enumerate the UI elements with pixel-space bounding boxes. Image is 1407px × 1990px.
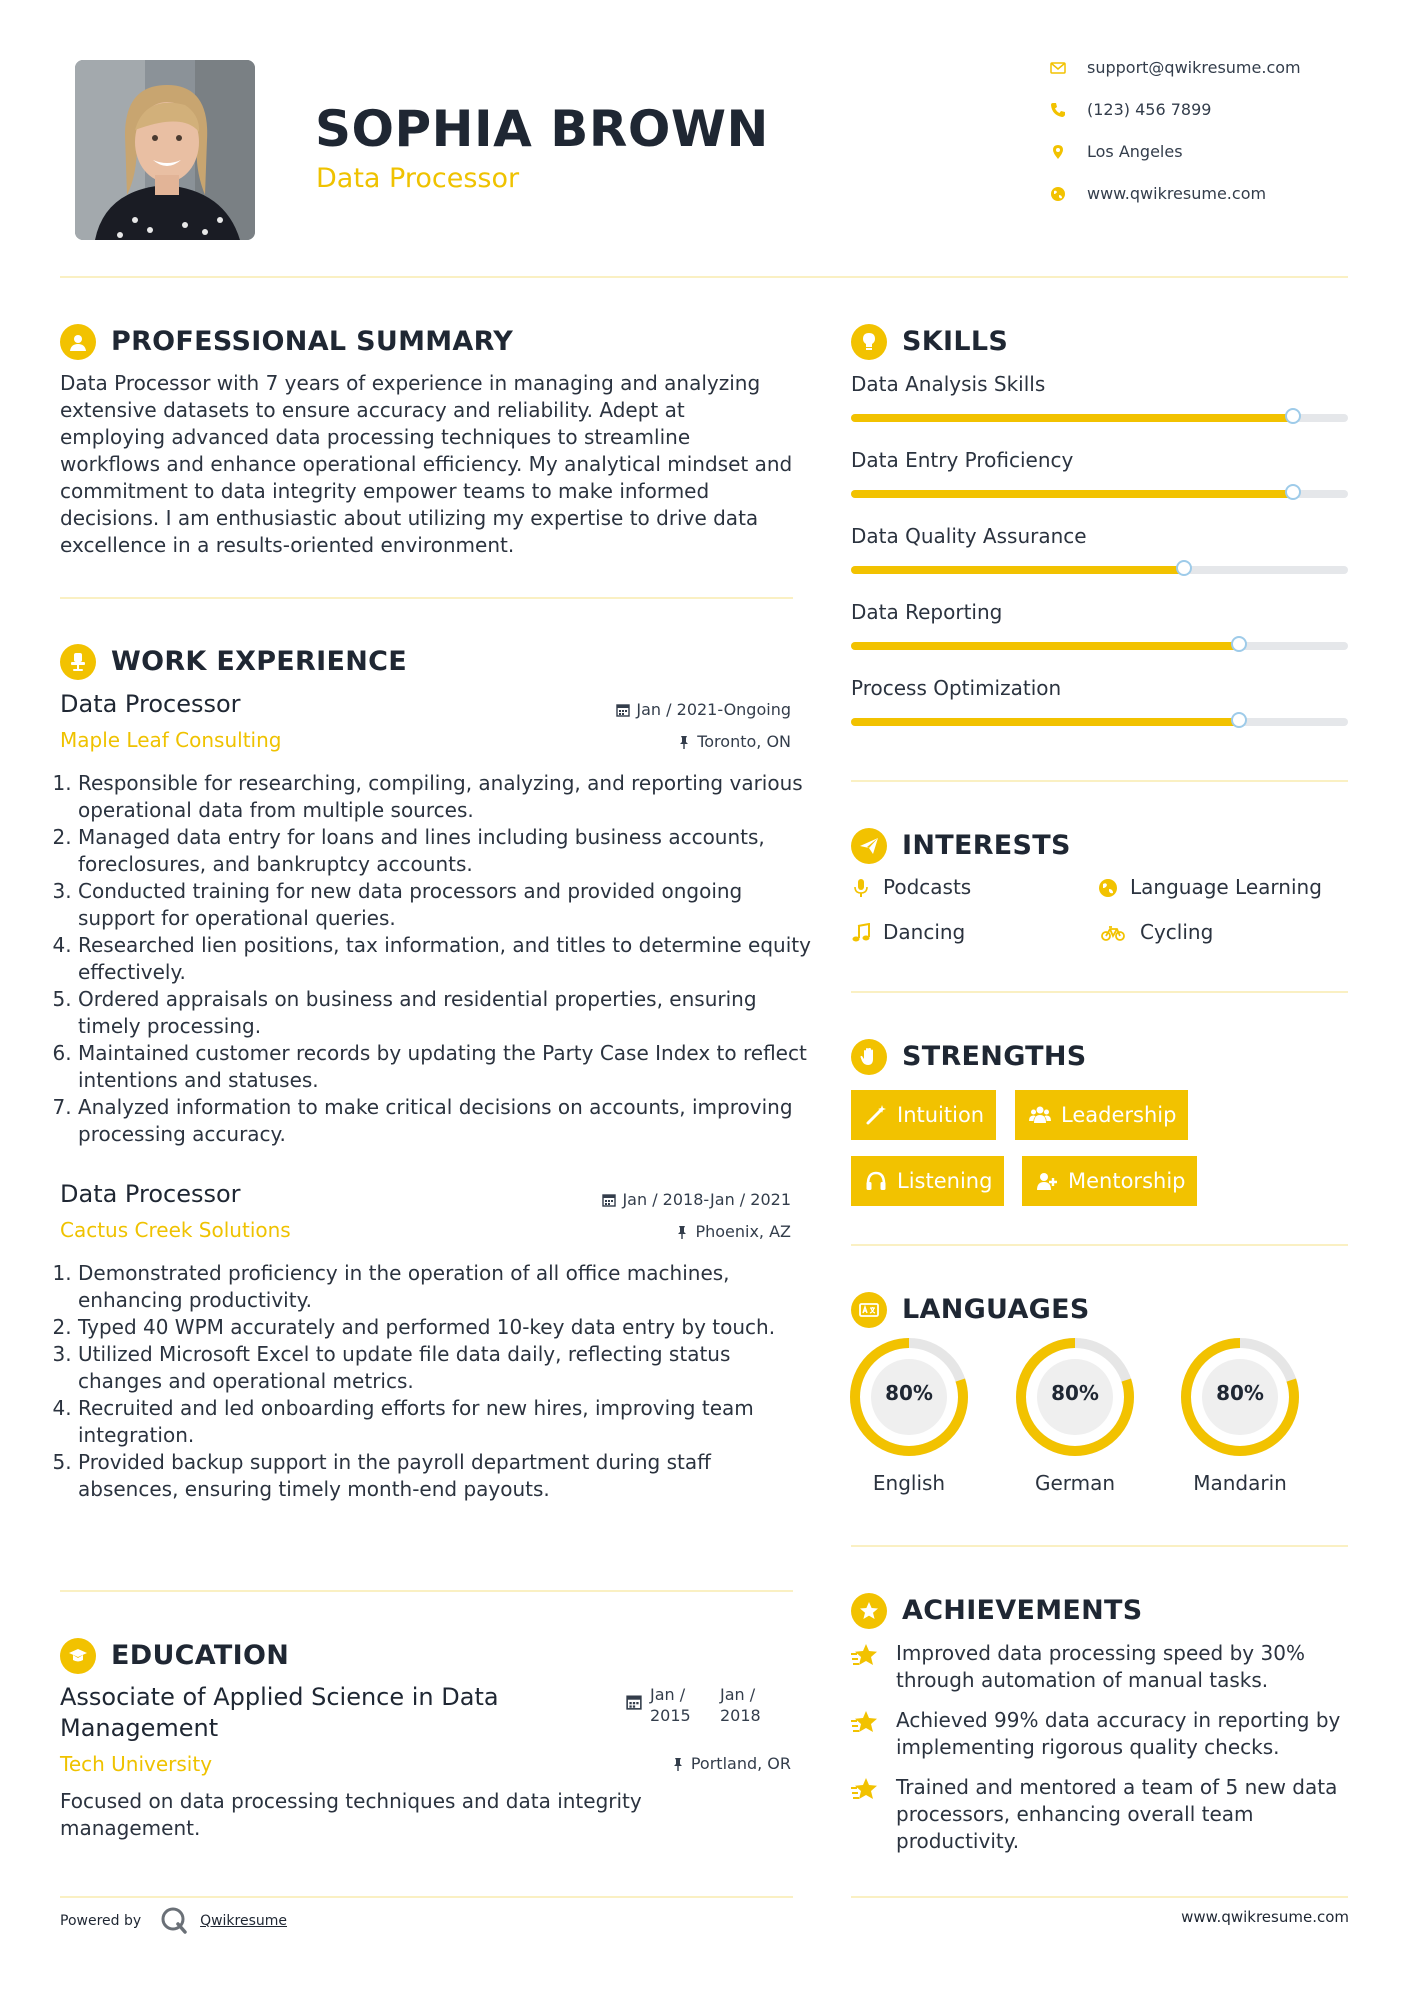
users-icon — [1029, 1104, 1051, 1126]
pushpin-icon — [675, 1225, 689, 1239]
language-ring — [1178, 1335, 1302, 1459]
achievement-item — [851, 1707, 1351, 1761]
job-2-location-text: Phoenix, AZ — [695, 1222, 791, 1241]
footer-divider-right — [851, 1896, 1348, 1898]
strength-label: Leadership — [1061, 1103, 1177, 1127]
languages-divider — [851, 1545, 1348, 1547]
list-item: 1. Responsible for researching, compiling, analyzing, and reporting various operational data from multiple sources. — [78, 770, 813, 824]
summary-title: PROFESSIONAL SUMMARY — [111, 326, 514, 357]
list-item: 4. Researched lien positions, tax information, and titles to determine equity effectively. — [78, 932, 813, 986]
job-1-company: Maple Leaf Consulting — [60, 728, 282, 752]
skill-bar-fill — [851, 414, 1293, 422]
strengths-divider — [851, 1244, 1348, 1246]
skills-divider — [851, 780, 1348, 782]
skill-label: Process Optimization — [851, 676, 1062, 700]
interest-label: Podcasts — [883, 875, 972, 899]
job-1-location — [677, 732, 791, 751]
bicycle-icon — [1098, 923, 1128, 943]
strength-label: Intuition — [897, 1103, 985, 1127]
pushpin-icon — [671, 1757, 685, 1771]
language-percent: 80% — [885, 1381, 933, 1405]
achievement-item — [851, 1640, 1351, 1694]
contact-email-text: support@qwikresume.com — [1087, 58, 1301, 77]
list-item: 4. Recruited and led onboarding efforts for new hires, improving team integration. — [78, 1395, 813, 1449]
envelope-icon — [1050, 60, 1066, 76]
job-1-dates-text: Jan / 2021-Ongoing — [636, 700, 791, 719]
calendar-icon — [616, 703, 630, 717]
job-2-title: Data Processor — [60, 1180, 241, 1208]
profile-photo — [75, 60, 255, 240]
contact-website-text: www.qwikresume.com — [1087, 184, 1267, 203]
job-2-location — [675, 1222, 791, 1241]
job-2-company: Cactus Creek Solutions — [60, 1218, 291, 1242]
header-divider — [60, 276, 1348, 278]
education-title: EDUCATION — [111, 1640, 290, 1671]
paper-plane-icon — [851, 828, 887, 864]
interest-label: Dancing — [883, 920, 966, 944]
skill-label: Data Analysis Skills — [851, 372, 1046, 396]
skills-title: SKILLS — [902, 326, 1009, 357]
job-2-dates-text: Jan / 2018-Jan / 2021 — [622, 1190, 791, 1209]
interest-label: Language Learning — [1130, 875, 1322, 899]
job-1-location-text: Toronto, ON — [697, 732, 791, 751]
list-item: 5. Provided backup support in the payroll department during staff absences, ensuring timely month-end payouts. — [78, 1449, 813, 1503]
job-1-dates — [616, 700, 791, 719]
skill-bar-fill — [851, 566, 1184, 574]
strength-tag-listening — [851, 1156, 1004, 1206]
list-item: 5. Ordered appraisals on business and residential properties, ensuring timely processing. — [78, 986, 813, 1040]
language-ring — [847, 1335, 971, 1459]
microphone-icon — [851, 878, 871, 898]
user-plus-icon — [1036, 1170, 1058, 1192]
skill-bar-fill — [851, 490, 1293, 498]
strength-label: Listening — [897, 1169, 993, 1193]
qwikresume-link[interactable]: Qwikresume — [200, 1913, 288, 1929]
music-note-icon — [851, 923, 871, 943]
language-name: English — [872, 1471, 946, 1495]
list-item: 2. Typed 40 WPM accurately and performed 10-key data entry by touch. — [78, 1314, 813, 1341]
skill-bar-knob — [1285, 484, 1301, 500]
skill-bar — [851, 490, 1348, 498]
star-icon — [851, 1642, 879, 1668]
globe-icon — [1050, 186, 1066, 202]
education-location — [671, 1754, 791, 1773]
skill-label: Data Entry Proficiency — [851, 448, 1074, 472]
job-2-bullets — [60, 1260, 813, 1503]
education-start: Jan / 2015 — [650, 1685, 691, 1725]
interests-title: INTERESTS — [902, 830, 1071, 861]
education-degree: Associate of Applied Science in Data Management — [60, 1683, 499, 1742]
language-item — [1178, 1335, 1302, 1495]
candidate-name: SOPHIA BROWN — [315, 100, 769, 158]
interests-divider — [851, 991, 1348, 993]
strength-tag-leadership — [1015, 1090, 1188, 1140]
footer-powered-by — [60, 1906, 287, 1934]
skill-bar — [851, 718, 1348, 726]
calendar-icon — [602, 1193, 616, 1207]
education-description: Focused on data processing techniques and data integrity management. — [60, 1789, 642, 1840]
education-location-text: Portland, OR — [690, 1754, 791, 1773]
language-percent: 80% — [1216, 1381, 1264, 1405]
powered-by-label: Powered by — [60, 1913, 142, 1929]
skill-bar — [851, 642, 1348, 650]
language-ring — [1013, 1335, 1137, 1459]
achievement-text: Achieved 99% data accuracy in reporting by implementing rigorous quality checks. — [896, 1708, 1341, 1759]
strength-tag-intuition — [851, 1090, 996, 1140]
language-percent: 80% — [1051, 1381, 1099, 1405]
globe-icon — [1098, 878, 1118, 898]
job-1-bullets — [60, 770, 813, 1148]
skill-bar-knob — [1231, 712, 1247, 728]
list-item: 3. Conducted training for new data processors and provided ongoing support for operational queries. — [78, 878, 813, 932]
language-item — [1013, 1335, 1137, 1495]
lightbulb-icon — [851, 324, 887, 360]
footer-website[interactable]: www.qwikresume.com — [1181, 1908, 1349, 1926]
skill-bar-knob — [1176, 560, 1192, 576]
graduation-icon — [60, 1638, 96, 1674]
pushpin-icon — [677, 735, 691, 749]
strength-label: Mentorship — [1068, 1169, 1186, 1193]
hand-icon — [851, 1039, 887, 1075]
phone-icon — [1050, 102, 1066, 118]
user-icon — [60, 324, 96, 360]
languages-title: LANGUAGES — [902, 1294, 1090, 1325]
footer-divider-left — [60, 1896, 793, 1898]
star-badge-icon — [851, 1593, 887, 1629]
list-item: 3. Utilized Microsoft Excel to update file data daily, reflecting status changes and operational metrics. — [78, 1341, 813, 1395]
strength-tag-mentorship — [1022, 1156, 1197, 1206]
skill-label: Data Quality Assurance — [851, 524, 1087, 548]
list-item: 6. Maintained customer records by updating the Party Case Index to reflect intentions and statuses. — [78, 1040, 813, 1094]
education-school: Tech University — [60, 1752, 213, 1776]
skill-bar-fill — [851, 718, 1239, 726]
experience-divider — [60, 1590, 793, 1592]
list-item: 1. Demonstrated proficiency in the operation of all office machines, enhancing productivity. — [78, 1260, 813, 1314]
skill-bar — [851, 414, 1348, 422]
achievement-text: Improved data processing speed by 30% through automation of manual tasks. — [896, 1641, 1305, 1692]
star-icon — [851, 1776, 879, 1802]
summary-text: Data Processor with 7 years of experience in managing and analyzing extensive datasets to ensure accuracy and reliability. Adept at employing advanced data processing techniques to streamline workflows and enhance operational efficiency. My analytical mindset and commitment to data integrity empower teams to make informed decisions. I am enthusiastic about utilizing my expertise to drive data excellence in a results-oriented environment. — [60, 371, 793, 557]
skill-bar-knob — [1285, 408, 1301, 424]
chair-icon — [60, 644, 96, 680]
achievement-item — [851, 1774, 1351, 1855]
headphones-icon — [865, 1170, 887, 1192]
language-item — [847, 1335, 971, 1495]
star-icon — [851, 1709, 879, 1735]
candidate-role: Data Processor — [316, 163, 520, 194]
summary-divider — [60, 597, 793, 599]
list-item: 7. Analyzed information to make critical decisions on accounts, improving processing accuracy. — [78, 1094, 813, 1148]
experience-title: WORK EXPERIENCE — [111, 646, 407, 677]
skill-bar — [851, 566, 1348, 574]
map-pin-icon — [1050, 144, 1066, 160]
contact-phone-text: (123) 456 7899 — [1087, 100, 1212, 119]
achievement-text: Trained and mentored a team of 5 new data processors, enhancing overall team productivity. — [896, 1775, 1338, 1853]
job-2-dates — [602, 1190, 791, 1209]
skill-bar-knob — [1231, 636, 1247, 652]
calendar-icon — [626, 1694, 644, 1712]
language-name: Mandarin — [1193, 1471, 1287, 1495]
language-name: German — [1034, 1471, 1116, 1495]
skill-bar-fill — [851, 642, 1239, 650]
interest-label: Cycling — [1140, 920, 1214, 944]
strengths-title: STRENGTHS — [902, 1041, 1087, 1072]
qwikresume-logo-icon — [160, 1906, 188, 1934]
job-1-title: Data Processor — [60, 690, 241, 718]
contact-location-text: Los Angeles — [1087, 142, 1183, 161]
achievements-title: ACHIEVEMENTS — [902, 1595, 1143, 1626]
skill-label: Data Reporting — [851, 600, 1003, 624]
list-item: 2. Managed data entry for loans and lines including business accounts, foreclosures, and bankruptcy accounts. — [78, 824, 813, 878]
magic-wand-icon — [865, 1104, 887, 1126]
education-end: Jan / 2018 — [720, 1685, 761, 1725]
language-icon — [851, 1292, 887, 1328]
